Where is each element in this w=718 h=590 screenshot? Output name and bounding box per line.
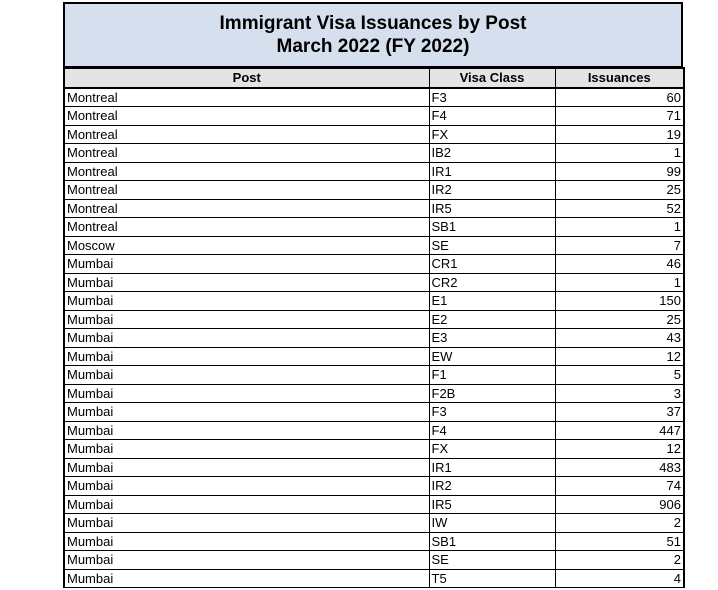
cell-issuances: 1 (555, 273, 684, 292)
table-row (64, 514, 684, 533)
cell-issuances: 12 (555, 440, 684, 459)
cell-post: Mumbai (64, 551, 429, 570)
cell-visa-class: IR2 (429, 181, 555, 200)
table-row (64, 88, 684, 107)
cell-issuances: 447 (555, 421, 684, 440)
table-row (64, 569, 684, 588)
table-row (64, 199, 684, 218)
table-row (64, 440, 684, 459)
cell-issuances: 2 (555, 551, 684, 570)
cell-post: Montreal (64, 218, 429, 237)
cell-visa-class: FX (429, 125, 555, 144)
table-row (64, 273, 684, 292)
cell-issuances: 71 (555, 107, 684, 126)
cell-post: Mumbai (64, 347, 429, 366)
cell-issuances: 74 (555, 477, 684, 496)
table-row (64, 236, 684, 255)
table-row (64, 458, 684, 477)
cell-visa-class: T5 (429, 569, 555, 588)
cell-post: Montreal (64, 88, 429, 107)
table-row (64, 347, 684, 366)
cell-post: Mumbai (64, 329, 429, 348)
cell-post: Montreal (64, 199, 429, 218)
table-row (64, 218, 684, 237)
table-row (64, 477, 684, 496)
cell-issuances: 25 (555, 310, 684, 329)
issuances-table (63, 67, 685, 588)
cell-issuances: 60 (555, 88, 684, 107)
cell-visa-class: F3 (429, 88, 555, 107)
cell-visa-class: IR5 (429, 495, 555, 514)
column-header-visa-class: Visa Class (429, 68, 555, 88)
column-header-post: Post (64, 68, 429, 88)
cell-visa-class: SE (429, 551, 555, 570)
cell-issuances: 906 (555, 495, 684, 514)
cell-visa-class: FX (429, 440, 555, 459)
cell-post: Montreal (64, 144, 429, 163)
cell-post: Mumbai (64, 532, 429, 551)
cell-issuances: 1 (555, 218, 684, 237)
table-row (64, 125, 684, 144)
table-row (64, 421, 684, 440)
cell-visa-class: E2 (429, 310, 555, 329)
cell-visa-class: IR5 (429, 199, 555, 218)
cell-post: Mumbai (64, 292, 429, 311)
cell-visa-class: E3 (429, 329, 555, 348)
cell-post: Mumbai (64, 421, 429, 440)
table-row (64, 532, 684, 551)
cell-issuances: 52 (555, 199, 684, 218)
cell-issuances: 25 (555, 181, 684, 200)
cell-visa-class: F3 (429, 403, 555, 422)
cell-issuances: 5 (555, 366, 684, 385)
cell-post: Mumbai (64, 255, 429, 274)
cell-visa-class: F4 (429, 421, 555, 440)
table-row (64, 107, 684, 126)
cell-visa-class: F1 (429, 366, 555, 385)
cell-post: Montreal (64, 181, 429, 200)
cell-visa-class: EW (429, 347, 555, 366)
cell-issuances: 46 (555, 255, 684, 274)
cell-post: Mumbai (64, 477, 429, 496)
report-title-line-1: Immigrant Visa Issuances by Post (219, 13, 527, 34)
cell-issuances: 19 (555, 125, 684, 144)
cell-issuances: 7 (555, 236, 684, 255)
cell-visa-class: E1 (429, 292, 555, 311)
cell-issuances: 12 (555, 347, 684, 366)
table-row (64, 384, 684, 403)
cell-visa-class: IR1 (429, 458, 555, 477)
cell-post: Mumbai (64, 440, 429, 459)
table-row (64, 495, 684, 514)
table-row (64, 255, 684, 274)
report-title-line-2: March 2022 (FY 2022) (276, 36, 470, 57)
cell-issuances: 37 (555, 403, 684, 422)
cell-post: Mumbai (64, 310, 429, 329)
table-header-row (64, 68, 684, 88)
table-row (64, 181, 684, 200)
cell-visa-class: CR2 (429, 273, 555, 292)
cell-issuances: 1 (555, 144, 684, 163)
cell-post: Mumbai (64, 366, 429, 385)
visa-issuance-sheet (63, 2, 683, 588)
report-title (63, 2, 683, 67)
cell-post: Moscow (64, 236, 429, 255)
cell-post: Mumbai (64, 403, 429, 422)
cell-post: Montreal (64, 162, 429, 181)
table-row (64, 162, 684, 181)
cell-issuances: 51 (555, 532, 684, 551)
table-row (64, 329, 684, 348)
cell-issuances: 3 (555, 384, 684, 403)
table-row (64, 551, 684, 570)
cell-post: Mumbai (64, 458, 429, 477)
table-row (64, 366, 684, 385)
table-row (64, 403, 684, 422)
cell-post: Mumbai (64, 495, 429, 514)
cell-visa-class: SE (429, 236, 555, 255)
cell-visa-class: IR2 (429, 477, 555, 496)
cell-issuances: 483 (555, 458, 684, 477)
cell-issuances: 2 (555, 514, 684, 533)
cell-post: Montreal (64, 125, 429, 144)
cell-visa-class: IB2 (429, 144, 555, 163)
cell-visa-class: CR1 (429, 255, 555, 274)
cell-issuances: 99 (555, 162, 684, 181)
table-row (64, 292, 684, 311)
cell-post: Mumbai (64, 273, 429, 292)
table-row (64, 310, 684, 329)
cell-visa-class: IR1 (429, 162, 555, 181)
table-body (64, 88, 684, 588)
cell-issuances: 43 (555, 329, 684, 348)
cell-visa-class: SB1 (429, 532, 555, 551)
cell-visa-class: F2B (429, 384, 555, 403)
cell-post: Mumbai (64, 569, 429, 588)
cell-visa-class: SB1 (429, 218, 555, 237)
column-header-issuances: Issuances (555, 68, 684, 88)
cell-visa-class: F4 (429, 107, 555, 126)
cell-issuances: 4 (555, 569, 684, 588)
cell-post: Mumbai (64, 384, 429, 403)
table-row (64, 144, 684, 163)
cell-post: Mumbai (64, 514, 429, 533)
cell-post: Montreal (64, 107, 429, 126)
cell-visa-class: IW (429, 514, 555, 533)
cell-issuances: 150 (555, 292, 684, 311)
